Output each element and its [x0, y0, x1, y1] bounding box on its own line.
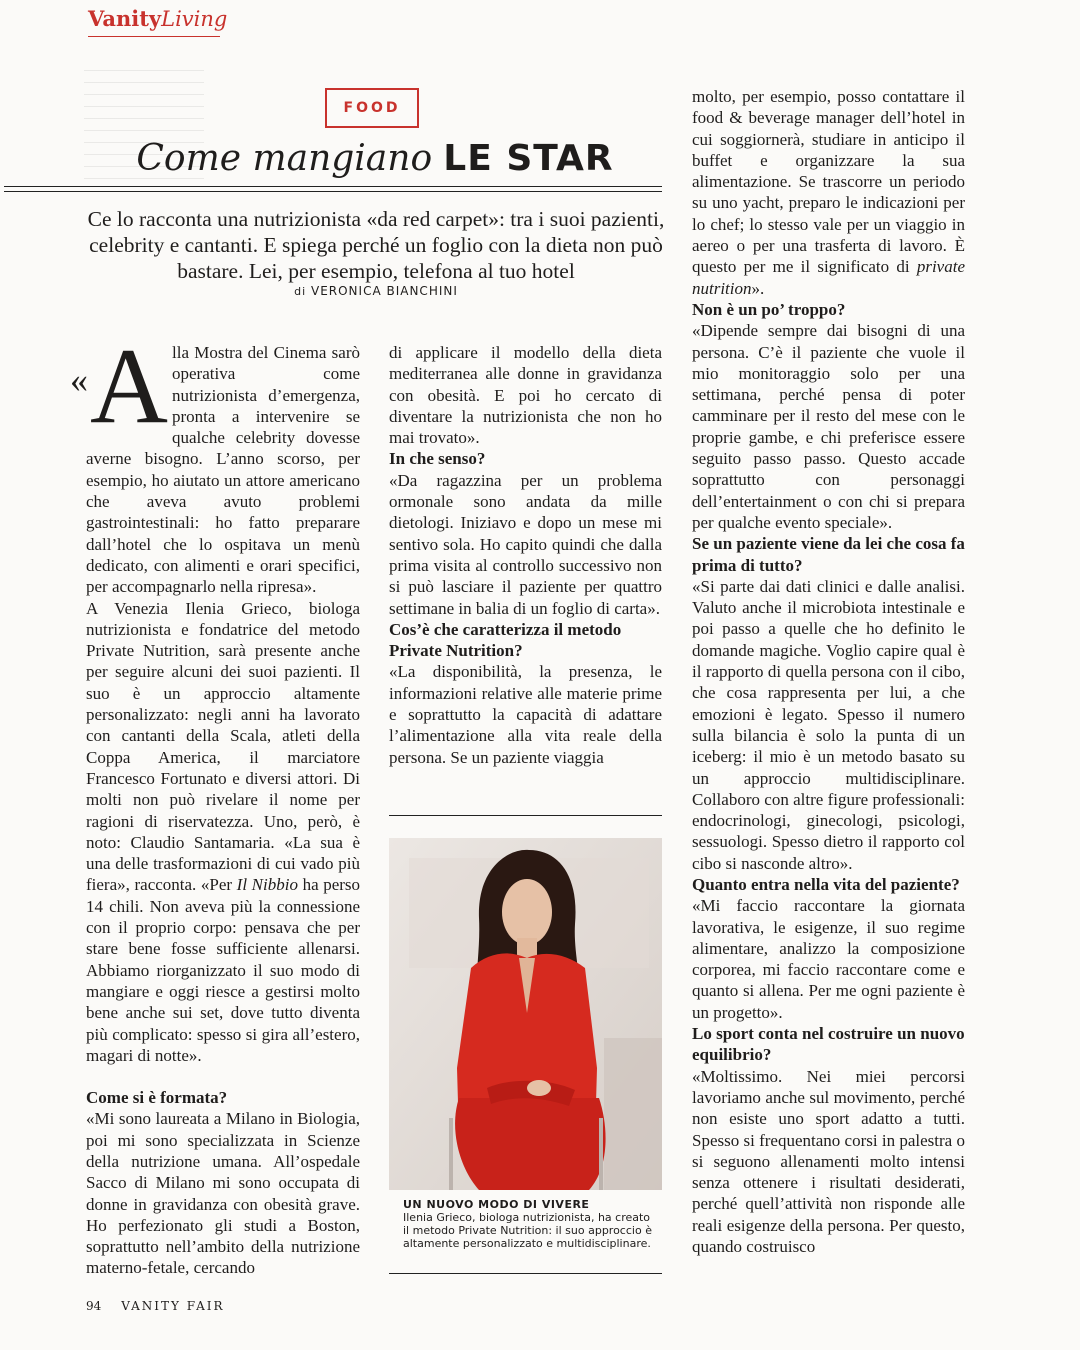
byline-prefix: di: [294, 285, 307, 298]
portrait-photo: [389, 838, 662, 1190]
interview-question: Cos’è che caratterizza il metodo Private Nutrition?: [389, 619, 622, 661]
interview-question: Lo sport conta nel costruire un nuovo equilibrio?: [692, 1024, 965, 1065]
drop-cap: A: [90, 327, 168, 446]
paragraph: di applicare il modello della dieta mediterranea alle donne in gravidanza con obesità. E poi ho cercato di diventare la nutrizionista che non ho mai trovato».: [389, 343, 662, 448]
italic-term: private nutrition: [692, 257, 965, 298]
paragraph-text: ha perso 14 chili. Non aveva più la connessione con il proprio corpo: pensava che per stare bene fosse sufficiente allenarsi. Abbiamo riorganizzato il suo modo di mangiare e oggi riesce a gestirsi molto bene anche sui set, dove tutto diventa più complicato: spesso si gira all’estero, magari di notte».: [86, 875, 361, 1065]
article-title: [0, 138, 750, 179]
brand-name: Vanity: [88, 6, 162, 31]
paragraph: [70, 327, 360, 598]
title-bold: LE STAR: [443, 138, 614, 179]
brand-section: Living: [161, 7, 228, 31]
photo-caption: [403, 1198, 653, 1250]
section-tag: FOOD: [325, 88, 419, 128]
magazine-name: VANITY FAIR: [121, 1299, 225, 1313]
drop-quote: «: [70, 360, 88, 400]
interview-answer: «Da ragazzina per un problema ormonale sono andata da mille dietologi. Iniziavo e dopo un mese mi sentivo sola. Ho capito quindi che dalla prima visita al controllo successivo non si può lasciare il paziente per quattro settimane in balia di un foglio di carta».: [389, 470, 662, 618]
interview-answer: «Mi sono laureata a Milano in Biologia, poi mi sono specializzata in Scienze della nutrizione umana. All’ospedale Sacco di Milano mi sono occupata di donne in gravidanza con obesità grave. Ho perfezionato gli studi a Boston, soprattutto nell’ambito della nutrizione materno-fetale, cercando: [86, 1109, 360, 1278]
caption-text: Ilenia Grieco, biologa nutrizionista, ha creato il metodo Private Nutrition: il suo approccio è altamente personalizzato e multidisciplinare.: [403, 1211, 652, 1250]
caption-rule: [389, 1273, 662, 1274]
paragraph-end: ».: [751, 278, 765, 298]
brand-rule: [88, 36, 220, 37]
page-number: 94: [86, 1299, 102, 1313]
interview-answer: «La disponibilità, la presenza, le informazioni relative alle materie prime e soprattutto la capacità di adattare l’alimentazione alla vita reale della persona. Se un paziente viaggia: [389, 662, 662, 767]
interview-question: In che senso?: [389, 449, 486, 469]
caption-title: UN NUOVO MODO DI VIVERE: [403, 1198, 590, 1211]
title-rule: [4, 186, 662, 192]
portrait-illustration: [389, 838, 662, 1190]
paragraph-text: lla Mostra del Cinema sarò operativa come nutrizionista d’emergenza, pronta a intervenire se qualche celebrity dovesse averne bisogno. L’anno scorso, per esempio, ho aiutato un attore americano che aveva avuto problemi gastrointestinali: ho fatto preparare dall’hotel che lo ospitava un menù dedicato, con alimenti e orari specifici, per accompagnarlo nella ripresa».: [86, 343, 360, 597]
brand-logo: [88, 6, 227, 31]
interview-question: Quanto entra nella vita del paziente?: [692, 874, 960, 894]
interview-question: Come si è formata?: [86, 1088, 228, 1108]
column-3: [692, 86, 965, 1257]
interview-answer: «Moltissimo. Nei miei percorsi lavoriamo anche sul movimento, perché non esiste uno sport adatto a tutti. Spesso si frequentano corsi in palestra o si seguono allenamenti molto intensi senza ottenere i risultati desiderati, perché quell’attività non risponde alle reali esigenze della persona. Per questo, quando costruisco: [692, 1066, 965, 1257]
column-2: [389, 342, 662, 768]
paragraph-text: molto, per esempio, posso contattare il food & beverage manager dell’hotel in cui soggiornerà, studiare in anticipo il buffet e organizzare la sua alimentazione. Se trascorre un periodo su uno yacht, preparo le indicazioni per lo chef; lo stesso vale per un viaggio in aereo o per una trasferta di lavoro. È questo per me il significato di: [692, 87, 965, 277]
byline: [86, 284, 666, 298]
page-footer: [86, 1299, 225, 1313]
paragraph: [86, 598, 360, 1067]
paragraph-text: A Venezia Ilenia Grieco, biologa nutrizionista e fondatrice del metodo Private Nutrition, sarà presente anche per seguire alcuni dei suoi pazienti. Il suo è un approccio altamente personalizzato: negli anni ha lavorato con cantanti della Scala, atleti della Coppa America, il marciatore Francesco Fortunato e diversi attori. Di molti non può rivelare il nome per ragioni di riservatezza. Uno, però, è noto: Claudio Santamaria. «La sua è una delle trasformazioni di cui vado più fiera», racconta. «Per: [86, 598, 360, 895]
film-title: Il Nibbio: [236, 875, 298, 895]
interview-answer: «Si parte dai dati clinici e dalle analisi. Valuto anche il microbiota intestinale e poi passo a quelle che ho definito le domande magiche. Voglio capire qual è il rapporto di quella persona con il cibo, che cosa rappresenta per lui, a che emozioni è legato. Spesso il numero sulla bilancia è solo la punta di un iceberg: il mio è un metodo basato su un approccio multidisciplinare. Collaboro con altre figure professionali: endocrinologi, ginecologi, psicologi, sessuologi. Spesso dietro il rapporto col cibo si nasconde altro».: [692, 576, 965, 873]
title-italic: Come mangiano: [136, 138, 433, 179]
paragraph: [692, 86, 965, 299]
byline-author: VERONICA BIANCHINI: [310, 284, 458, 298]
interview-question: Non è un po’ troppo?: [692, 299, 846, 319]
photo-top-rule: [389, 815, 662, 816]
column-1: [70, 327, 361, 1279]
interview-answer: «Mi faccio raccontare la giornata lavorativa, le esigenze, il suo regime alimentare, analizzo la composizione corporea, mi faccio raccontare come e quanto si allena. Per me ogni paziente è un progetto».: [692, 896, 965, 1022]
article-lead: Ce lo racconta una nutrizionista «da red carpet»: tra i suoi pazienti, celebrity e cantanti. E spiega perché un foglio con la dieta non può bastare. Lei, per esempio, telefona al tuo hotel: [87, 207, 665, 283]
interview-answer: «Dipende sempre dai bisogni di una persona. C’è il paziente che vuole il mio monitoraggio solo per una settimana, perché pensa di poter camminare per il resto del mese con le proprie gambe, e chi preferisce essere seguito passo passo. Questo accade soprattutto con personaggi dell’entertainment o con chi si prepara per qualche evento speciale».: [692, 321, 965, 532]
interview-question: Se un paziente viene da lei che cosa fa prima di tutto?: [692, 534, 965, 575]
